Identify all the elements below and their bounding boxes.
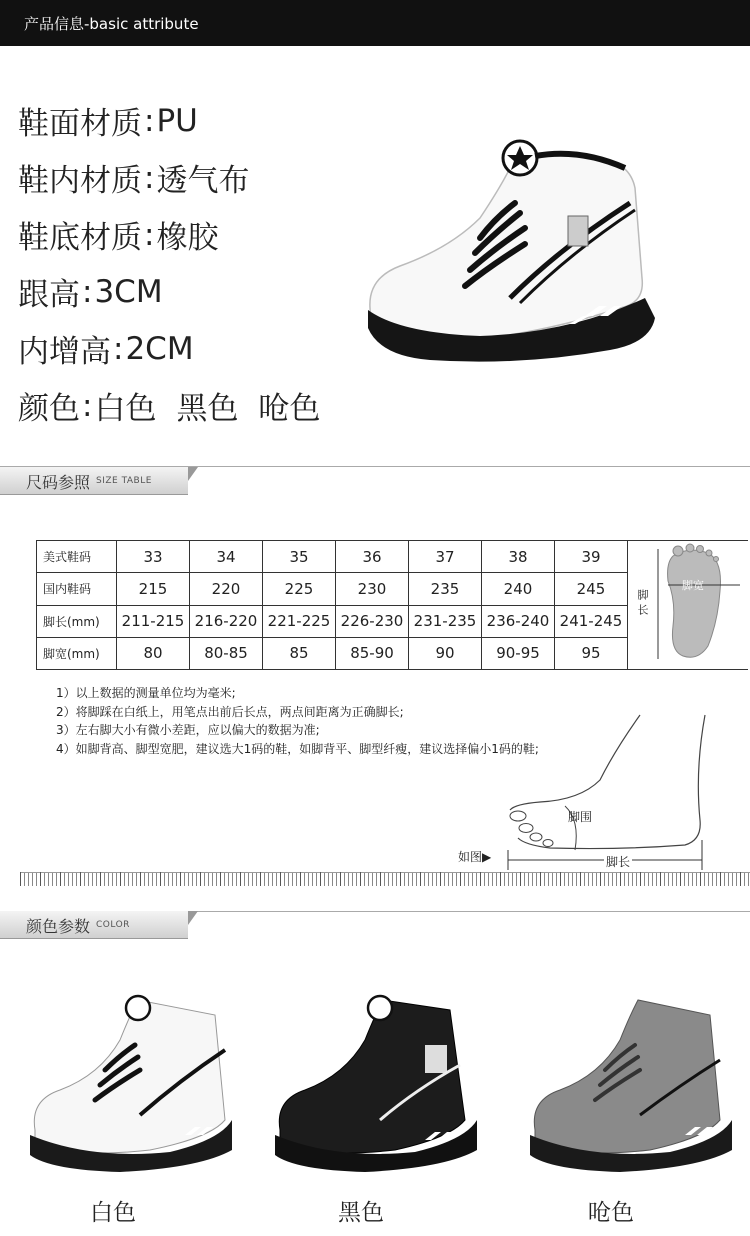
attr-label: 鞋面材质 xyxy=(18,106,142,142)
attr-value: 白色 xyxy=(94,391,157,427)
attr-value: 黑色 xyxy=(176,391,239,427)
size-section-title: 尺码参照 xyxy=(26,472,91,492)
attr-value: PU xyxy=(156,102,198,139)
table-cell: 38 xyxy=(482,541,555,573)
attr-value: 呛色 xyxy=(258,391,321,427)
header-title: 产品信息-basic attribute xyxy=(24,15,199,33)
table-cell: 80 xyxy=(117,637,190,669)
table-cell: 215 xyxy=(117,573,190,605)
hero-shoe-image xyxy=(360,128,660,368)
girth-label: 脚围 xyxy=(568,810,593,824)
foot-length-label: 脚长 xyxy=(636,589,649,619)
table-cell: 216-220 xyxy=(190,605,263,637)
table-cell: 211-215 xyxy=(117,605,190,637)
table-cell: 226-230 xyxy=(336,605,409,637)
attr-value: 透气布 xyxy=(156,163,250,199)
table-cell: 80-85 xyxy=(190,637,263,669)
attribute-list xyxy=(18,92,320,434)
as-shown-label: 如图▶ xyxy=(458,850,492,864)
attr-value: 2CM xyxy=(125,330,194,367)
attr-inner-height: 内增高 : 2CM xyxy=(18,320,320,377)
size-section-header xyxy=(0,467,152,495)
color-label-white: 白色 xyxy=(90,1200,136,1226)
note-item: 4）如脚背高、脚型宽肥，建议选大1码的鞋，如脚背平、脚型纤瘦，建议选择偏小1码的鞋; xyxy=(56,741,539,756)
shoe-white-image xyxy=(20,990,235,1180)
color-section-header xyxy=(0,911,130,939)
color-section-subtitle: COLOR xyxy=(96,920,130,930)
row-header: 美式鞋码 xyxy=(37,541,117,573)
table-cell: 33 xyxy=(117,541,190,573)
table-cell: 36 xyxy=(336,541,409,573)
attr-lining-material: 鞋内材质 : 透气布 xyxy=(18,149,320,206)
length-label: 脚长 xyxy=(606,855,631,869)
table-cell: 235 xyxy=(409,573,482,605)
table-cell: 85-90 xyxy=(336,637,409,669)
table-cell: 90-95 xyxy=(482,637,555,669)
table-cell: 90 xyxy=(409,637,482,669)
attr-heel-height: 跟高 : 3CM xyxy=(18,263,320,320)
table-cell: 35 xyxy=(263,541,336,573)
row-header: 国内鞋码 xyxy=(37,573,117,605)
table-cell: 236-240 xyxy=(482,605,555,637)
note-item: 3）左右脚大小有微小差距，应以偏大的数据为准; xyxy=(56,723,320,737)
table-cell: 220 xyxy=(190,573,263,605)
note-item: 2）将脚踩在白纸上，用笔点出前后长点，两点间距离为正确脚长; xyxy=(56,704,404,719)
color-label-black: 黑色 xyxy=(338,1200,384,1226)
table-cell: 95 xyxy=(555,637,628,669)
table-cell: 85 xyxy=(263,637,336,669)
foot-width-label: 脚宽 xyxy=(682,579,704,592)
header-bar xyxy=(0,0,750,46)
shoe-black-image xyxy=(265,990,480,1180)
attr-sole-material: 鞋底材质 : 橡胶 xyxy=(18,206,320,263)
table-cell: 231-235 xyxy=(409,605,482,637)
table-cell: 34 xyxy=(190,541,263,573)
table-cell: 221-225 xyxy=(263,605,336,637)
size-section-subtitle: SIZE TABLE xyxy=(96,476,152,486)
color-section-title: 颜色参数 xyxy=(26,916,91,936)
attr-value: 橡胶 xyxy=(156,220,219,256)
attr-upper-material: 鞋面材质 : PU xyxy=(18,92,320,149)
attr-label: 内增高 xyxy=(18,334,111,370)
attr-label: 跟高 xyxy=(18,277,80,313)
row-header: 脚宽(mm) xyxy=(37,637,117,669)
attr-colors: 颜色 : 白色 黑色 呛色 xyxy=(18,377,320,434)
ruler-major-ticks xyxy=(20,872,750,886)
table-cell: 230 xyxy=(336,573,409,605)
row-header: 脚长(mm) xyxy=(37,605,117,637)
foot-diagram-cell xyxy=(628,541,749,670)
attr-label: 鞋内材质 xyxy=(18,163,142,199)
note-item: 1）以上数据的测量单位均为毫米; xyxy=(56,686,236,700)
table-cell: 241-245 xyxy=(555,605,628,637)
table-row xyxy=(37,541,749,573)
table-cell: 245 xyxy=(555,573,628,605)
size-table xyxy=(36,540,748,670)
attr-label: 颜色 xyxy=(18,391,80,427)
attr-value: 3CM xyxy=(94,273,163,310)
attr-label: 鞋底材质 xyxy=(18,220,142,256)
color-label-gray: 呛色 xyxy=(588,1200,634,1226)
table-cell: 39 xyxy=(555,541,628,573)
shoe-gray-image xyxy=(520,990,735,1180)
table-cell: 37 xyxy=(409,541,482,573)
table-cell: 240 xyxy=(482,573,555,605)
table-cell: 225 xyxy=(263,573,336,605)
